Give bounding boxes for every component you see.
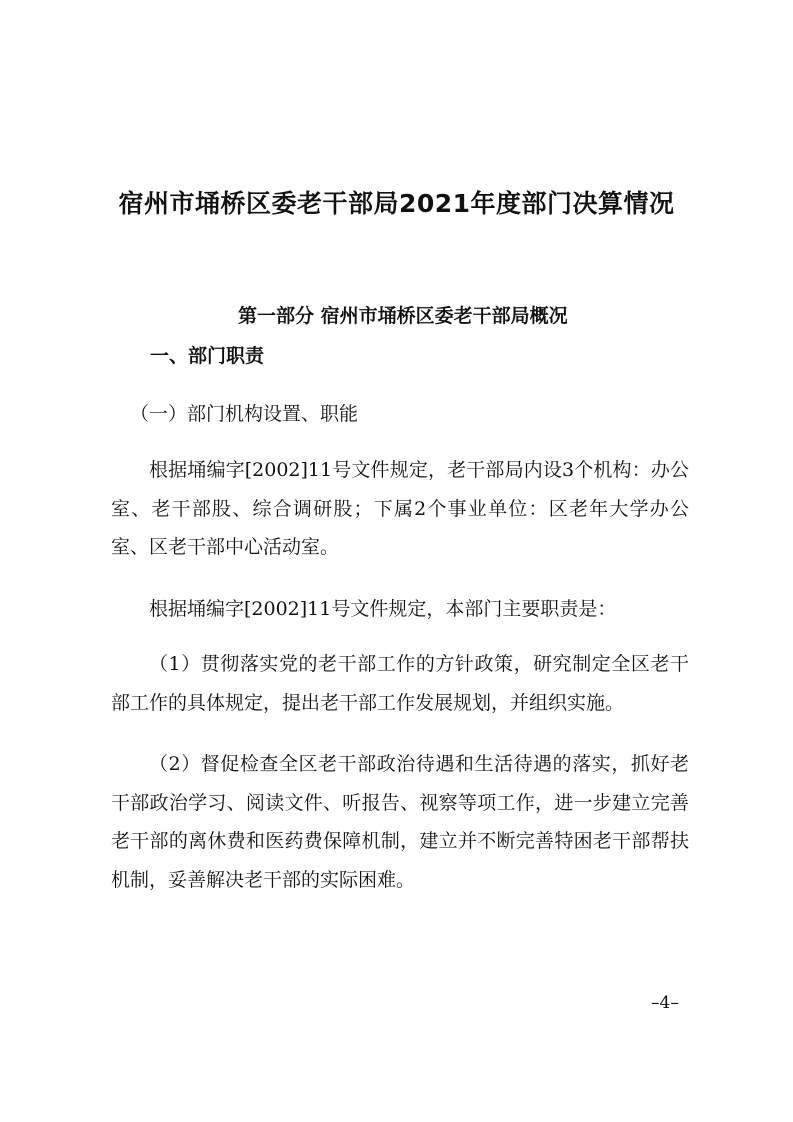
part-title: 第一部分 宿州市埇桥区委老干部局概况 bbox=[238, 305, 568, 327]
paragraph-duties-intro: 根据埇编字[2002]11号文件规定，本部门主要职责是： bbox=[149, 598, 617, 620]
section-title: 一、部门职责 bbox=[150, 345, 265, 367]
subsection-title: （一）部门机构设置、职能 bbox=[130, 403, 359, 425]
page-number: –4– bbox=[651, 993, 679, 1013]
paragraph-duty-2: （2）督促检查全区老干部政治待遇和生活待遇的落实，抓好老干部政治学习、阅读文件、听报告、视察等项工作，进一步建立完善老干部的离休费和医药费保障机制，建立并不断完善特困老干部帮扶机制，妥善解决老干部的实际困难。 bbox=[111, 753, 689, 891]
document-title: 宿州市埇桥区委老干部局2021年度部门决算情况 bbox=[118, 189, 675, 218]
paragraph-institutions: 根据埇编字[2002]11号文件规定，老干部局内设3个机构：办公室、老干部股、综合调研股；下属2个事业单位：区老年大学办公室、区老干部中心活动室。 bbox=[111, 459, 689, 558]
paragraph-duty-1: （1）贯彻落实党的老干部工作的方针政策，研究制定全区老干部工作的具体规定，提出老干部工作发展规划，并组织实施。 bbox=[111, 653, 689, 714]
